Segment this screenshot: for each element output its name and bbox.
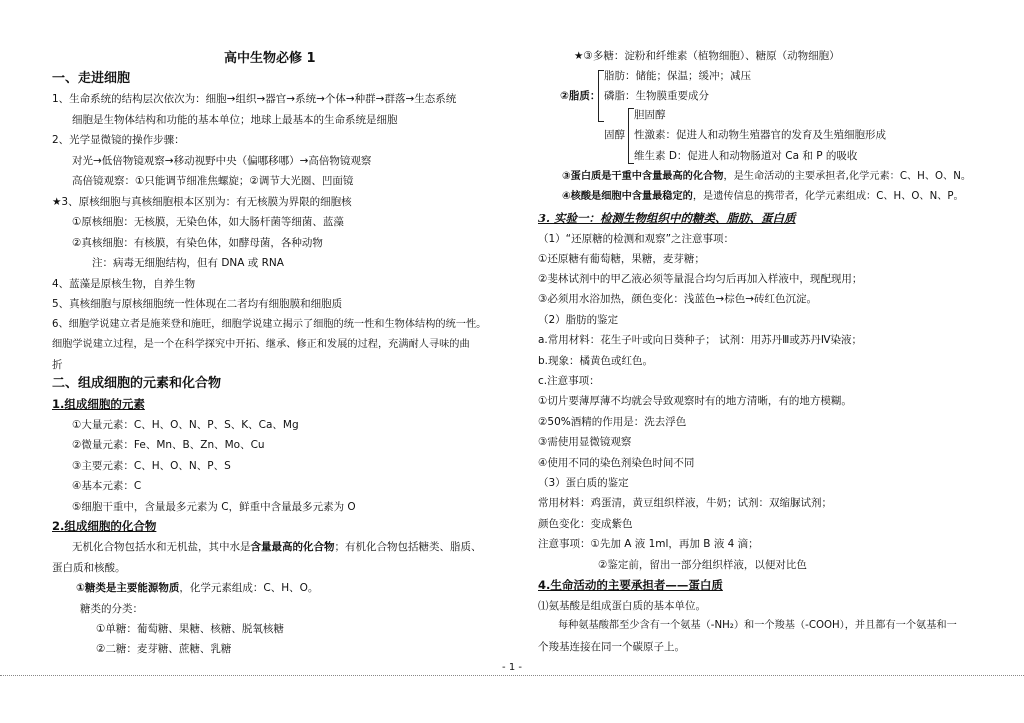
text-line: ①单糖：葡萄糖、果糖、核糖、脱氧核糖: [96, 623, 284, 635]
section-heading-1: 一、走进细胞: [52, 71, 131, 86]
text-line: ③需使用显微镜观察: [538, 436, 632, 448]
subheading-protein: 4.生命活动的主要承担者——蛋白质: [538, 578, 723, 592]
text-line: 细胞学说建立过程，是一个在科学探究中开拓、继承、修正和发展的过程，充满耐人寻味的曲: [52, 339, 470, 350]
text-line: 1、生命系统的结构层次依次为：细胞→组织→器官→系统→个体→种群→群落→生态系统: [52, 93, 457, 105]
text-line: ②鉴定前，留出一部分组织样液，以便对比色: [598, 559, 807, 571]
text-line: ③主要元素：C、H、O、N、P、S: [72, 460, 231, 472]
text-line: ①切片要薄厚薄不均就会导致观察时有的地方清晰，有的地方模糊。: [538, 395, 852, 407]
text-line: b.现象：橘黄色或红色。: [538, 355, 654, 367]
text-line: ③必须用水浴加热，颜色变化：浅蓝色→棕色→砖红色沉淀。: [538, 293, 818, 305]
text-line: 胆固醇: [634, 109, 666, 121]
text-line: 5、真核细胞与原核细胞统一性体现在二者均有细胞膜和细胞质: [52, 298, 343, 310]
text-line: 蛋白质和核酸。: [52, 562, 126, 574]
text-line: 注意事项：①先加 A 液 1ml，再加 B 液 4 滴；: [538, 538, 759, 550]
text-line: 个羧基连接在同一个碳原子上。: [538, 641, 685, 653]
text-line: 对光→低倍物镜观察→移动视野中央（偏哪移哪）→高倍物镜观察: [72, 155, 372, 167]
text-line: ④核酸是细胞中含量最稳定的，是遗传信息的携带者，化学元素组成：C、H、O、N、P。: [562, 191, 964, 202]
text-line: 颜色变化：变成紫色: [538, 518, 633, 530]
text-line: 每种氨基酸都至少含有一个氨基（-NH₂）和一个羧基（-COOH），并且都有一个氨基和一: [558, 620, 957, 631]
text-line: ②二糖：麦芽糖、蔗糖、乳糖: [96, 643, 232, 655]
text-line: ①原核细胞：无核膜，无染色体，如大肠杆菌等细菌、蓝藻: [72, 216, 344, 228]
subheading-elements: 1.组成细胞的元素: [52, 397, 145, 411]
text-line: 磷脂：生物膜重要成分: [604, 90, 709, 102]
text-line: ★③多糖：淀粉和纤维素（植物细胞）、糖原（动物细胞）: [574, 50, 840, 62]
text-line: 2、光学显微镜的操作步骤：: [52, 134, 185, 146]
page-title: 高中生物必修 1: [224, 51, 316, 66]
text-line: a.常用材料：花生子叶或向日葵种子； 试剂：用苏丹Ⅲ或苏丹Ⅳ染液；: [538, 334, 863, 346]
text-line: （1）“还原糖的检测和观察”之注意事项：: [538, 233, 735, 245]
text-line: ②斐林试剂中的甲乙液必须等量混合均匀后再加入样液中，现配现用；: [538, 273, 863, 285]
text-line: 高倍镜观察：①只能调节细准焦螺旋；②调节大光圈、凹面镜: [72, 175, 354, 187]
text-line: c.注意事项：: [538, 375, 600, 387]
text-line: 维生素 D：促进人和动物肠道对 Ca 和 P 的吸收: [634, 150, 858, 162]
text-line: ①还原糖有葡萄糖，果糖，麦芽糖；: [538, 253, 705, 265]
text-line: 固醇: [604, 129, 625, 141]
text-line: ★3、原核细胞与真核细胞根本区别为：有无核膜为界限的细胞核: [52, 196, 352, 208]
lipid-label: ②脂质：: [560, 90, 601, 102]
text-line: ⑴氨基酸是组成蛋白质的基本单位。: [538, 600, 706, 612]
text-line: 注：病毒无细胞结构，但有 DNA 或 RNA: [92, 257, 284, 269]
section-heading-2: 二、组成细胞的元素和化合物: [52, 376, 222, 391]
text-line: ②50%酒精的作用是：洗去浮色: [538, 416, 687, 428]
text-line: ④使用不同的染色剂染色时间不同: [538, 457, 695, 469]
text-line: 折: [52, 359, 63, 371]
text-line: 糖类的分类：: [80, 603, 143, 615]
page-divider: [0, 675, 1024, 676]
subheading-compounds: 2.组成细胞的化合物: [52, 519, 157, 533]
text-line: ②微量元素：Fe、Mn、B、Zn、Mo、Cu: [72, 439, 265, 451]
text-line: 细胞是生物体结构和功能的基本单位；地球上最基本的生命系统是细胞: [72, 114, 398, 126]
text-line: ③蛋白质是干重中含量最高的化合物，是生命活动的主要承担者,化学元素：C、H、O、N。: [562, 171, 972, 182]
text-line: 无机化合物包括水和无机盐，其中水是含量最高的化合物；有机化合物包括糖类、脂质、: [72, 541, 482, 553]
page-number: - 1 -: [502, 662, 522, 673]
text-line: 脂肪：储能；保温；缓冲；减压: [604, 70, 751, 82]
text-line: （3）蛋白质的鉴定: [538, 477, 629, 489]
text-line: （2）脂肪的鉴定: [538, 314, 619, 326]
text-line: 6、细胞学说建立者是施莱登和施旺，细胞学说建立揭示了细胞的统一性和生物体结构的统一性。: [52, 319, 487, 330]
text-line: 4、蓝藻是原核生物，自养生物: [52, 278, 196, 290]
text-line: ④基本元素：C: [72, 480, 142, 492]
subheading-experiment: 3. 实验一：检测生物组织中的糖类、脂肪、蛋白质: [538, 211, 796, 225]
text-line: ②真核细胞：有核膜，有染色体，如酵母菌，各种动物: [72, 237, 323, 249]
text-line: 常用材料：鸡蛋清，黄豆组织样液，牛奶；试剂：双缩脲试剂；: [538, 497, 832, 509]
text-line: 性激素：促进人和动物生殖器官的发育及生殖细胞形成: [634, 129, 886, 141]
text-line: ⑤细胞干重中，含量最多元素为 C，鲜重中含量最多元素为 O: [72, 501, 356, 513]
text-line: ①糖类是主要能源物质，化学元素组成：C、H、O。: [76, 582, 319, 594]
text-line: ①大量元素：C、H、O、N、P、S、K、Ca、Mg: [72, 419, 299, 431]
